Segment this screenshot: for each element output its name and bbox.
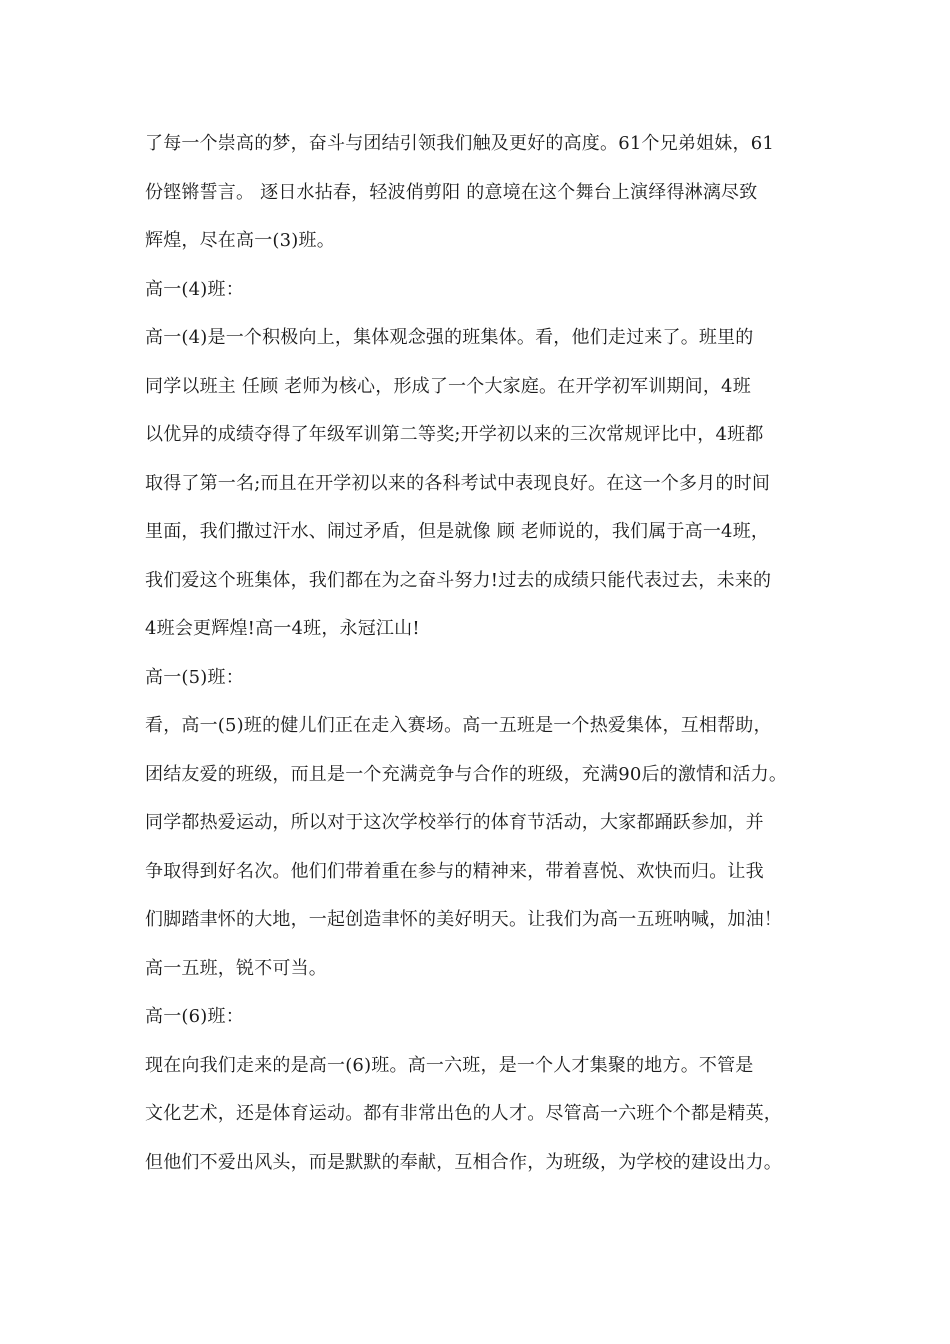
- text-line: 了每一个崇高的梦，奋斗与团结引领我们触及更好的高度。61个兄弟姐妹，61: [145, 133, 775, 154]
- text-line: 里面，我们撒过汗水、闹过矛盾，但是就像 顾 老师说的，我们属于高一4班，: [145, 521, 770, 542]
- section-heading-class-6: 高一(6)班：: [145, 1006, 244, 1027]
- text-line: 辉煌，尽在高一(3)班。: [145, 230, 335, 251]
- text-line: 份铿锵誓言。 逐日水拈春，轻波俏剪阳 的意境在这个舞台上演绎得淋漓尽致: [145, 181, 758, 203]
- text-line: 但他们不爱出风头，而是默默的奉献，互相合作，为班级，为学校的建设出力。: [145, 1151, 782, 1173]
- text-line: 同学以班主 任顾 老师为核心，形成了一个大家庭。在开学初军训期间，4班: [145, 375, 751, 397]
- text-line: 取得了第一名;而且在开学初以来的各科考试中表现良好。在这一个多月的时间: [145, 472, 771, 494]
- text-line: 团结友爱的班级，而且是一个充满竞争与合作的班级，充满90后的激情和活力。: [145, 763, 788, 785]
- text-line: 我们爱这个班集体，我们都在为之奋斗努力!过去的成绩只能代表过去，未来的: [145, 569, 772, 591]
- text-line: 们脚踏聿怀的大地，一起创造聿怀的美好明天。让我们为高一五班呐喊，加油！: [145, 909, 782, 930]
- section-heading-class-4: 高一(4)班：: [145, 278, 244, 300]
- text-line: 高一(4)是一个积极向上，集体观念强的班集体。看，他们走过来了。班里的: [145, 327, 754, 348]
- text-line: 4班会更辉煌!高一4班，永冠江山!: [145, 618, 420, 639]
- text-line: 文化艺术，还是体育运动。都有非常出色的人才。尽管高一六班个个都是精英，: [145, 1103, 782, 1124]
- text-line: 高一五班，锐不可当。: [145, 957, 327, 979]
- text-line: 看，高一(5)班的健儿们正在走入赛场。高一五班是一个热爱集体，互相帮助，: [145, 715, 772, 736]
- text-line: 以优异的成绩夺得了年级军训第二等奖;开学初以来的三次常规评比中，4班都: [145, 424, 764, 445]
- text-line: 同学都热爱运动，所以对于这次学校举行的体育节活动，大家都踊跃参加，并: [145, 812, 764, 833]
- text-line: 现在向我们走来的是高一(6)班。高一六班，是一个人才集聚的地方。不管是: [145, 1054, 754, 1076]
- section-heading-class-5: 高一(5)班：: [145, 666, 244, 688]
- text-line: 争取得到好名次。他们们带着重在参与的精神来，带着喜悦、欢快而归。让我: [145, 860, 764, 882]
- document-body: [145, 120, 825, 1187]
